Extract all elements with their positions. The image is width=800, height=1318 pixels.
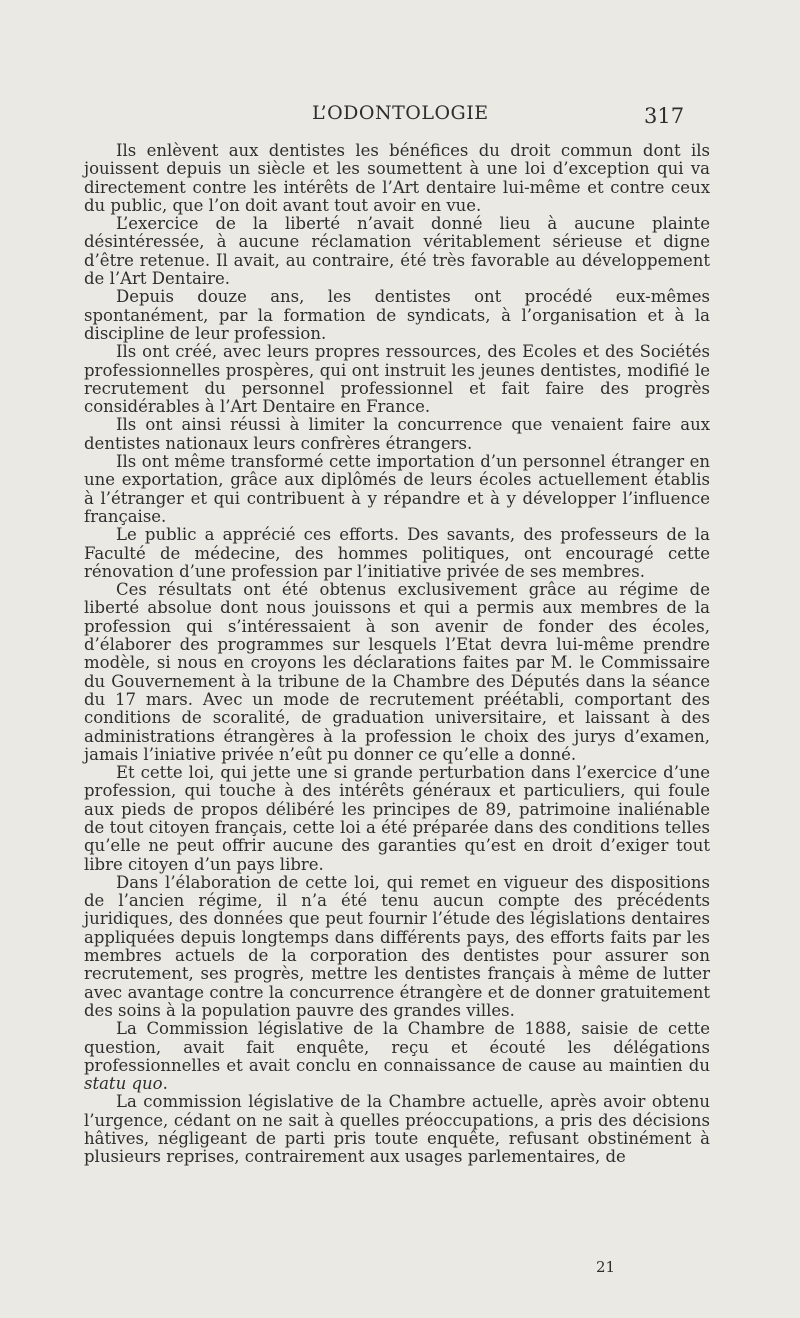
paragraph: Ils ont créé, avec leurs propres ressources, des Ecoles et des Sociétés professionnelles prospères, qui ont instruit les jeunes dentistes, modifié le recrutement du personnel professionnel et fait faire des progrès considérables à l’Art Dentaire en France. (84, 342, 710, 417)
paragraph: Et cette loi, qui jette une si grande perturbation dans l’exercice d’une profession, qui touche à des intérêts généraux et particuliers, qui foule aux pieds de propos délibéré les principes de 89, patrimoine inaliénable de tout citoyen français, cette loi a été préparée dans des conditions telles qu’elle ne peut offrir aucune des garanties qu’est en droit d’exiger tout libre citoyen d’un pays libre. (84, 763, 710, 874)
signature-mark: 21 (596, 1258, 616, 1276)
italic-phrase: statu quo (84, 1074, 163, 1094)
paragraph-end: . (162, 1074, 168, 1094)
paragraph: Ces résultats ont été obtenus exclusivement grâce au régime de liberté absolue dont nous jouissons et qui a permis aux membres de la profession qui s’intéressaient à son avenir de fonder des écoles, d’élaborer des programmes sur lesquels l’Etat devra lui-même prendre modèle, si nous en croyons les déclarations faites par M. le Commissaire du Gouvernement à la tribune de la Chambre des Députés dans la séance du 17 mars. Avec un mode de recrutement préétabli, comportant des conditions de scoralité, de graduation universitaire, et laissant à des administrations étrangères à la profession le choix des jurys d’examen, jamais l’iniative privée n’eût pu donner ce qu’elle a donné. (84, 580, 710, 764)
paragraph: Ils ont même transformé cette importation d’un personnel étranger en une exportation, grâce aux diplômés de leurs écoles actuellement établis à l’étranger et qui contribuent à y répandre et à y développer l’influence française. (84, 452, 710, 526)
paragraph: Le public a apprécié ces efforts. Des savants, des professeurs de la Faculté de médecine, des hommes politiques, ont encouragé cette rénovation d’une profession par l’initiative privée de ses membres. (84, 525, 710, 581)
body-text (84, 142, 710, 1167)
paragraph: L’exercice de la liberté n’avait donné lieu à aucune plainte désintéressée, à aucune réclamation véritablement sérieuse et digne d’être retenue. Il avait, au contraire, été très favorable au développement de l’Art Dentaire. (84, 214, 710, 289)
paragraph: Ils enlèvent aux dentistes les bénéfices du droit commun dont ils jouissent depuis un siècle et les soumettent à une loi d’exception qui va directement contre les intérêts de l’Art dentaire lui-même et contre ceux du public, que l’on doit avant tout avoir en vue. (84, 141, 710, 215)
page-title: L’ODONTOLOGIE (312, 102, 489, 124)
paragraph (84, 1020, 710, 1093)
paragraph: Dans l’élaboration de cette loi, qui remet en vigueur des dispositions de l’ancien régime, il n’a été tenu aucun compte des précédents juridiques, des données que peut fournir l’étude des législations dentaires appliquées depuis longtemps dans différents pays, des efforts faits par les membres actuels de la corporation des dentistes pour assurer son recrutement, ses progrès, mettre les dentistes français à même de lutter avec avantage contre la concurrence étrangère et de donner gratuitement des soins à la population pauvre des grandes villes. (84, 872, 710, 1020)
paragraph: La commission législative de la Chambre actuelle, après avoir obtenu l’urgence, cédant on ne sait à quelles préoccupations, a pris des décisions hâtives, négligeant de parti pris toute enquête, refusant obstinément à plusieurs reprises, contrairement aux usages parlementaires, de (84, 1092, 710, 1167)
page-number: 317 (644, 104, 685, 128)
paragraph-text: La Commission législative de la Chambre de 1888, saisie de cette question, avait fait enquête, reçu et écouté les délégations professionnelles et avait conclu en connaissance de cause au maintien du (84, 1019, 710, 1075)
paragraph: Depuis douze ans, les dentistes ont procédé eux-mêmes spontanément, par la formation de syndicats, à l’organisation et à la discipline de leur profession. (84, 287, 710, 343)
paragraph: Ils ont ainsi réussi à limiter la concurrence que venaient faire aux dentistes nationaux leurs confrères étrangers. (84, 415, 710, 453)
running-head (0, 102, 800, 132)
